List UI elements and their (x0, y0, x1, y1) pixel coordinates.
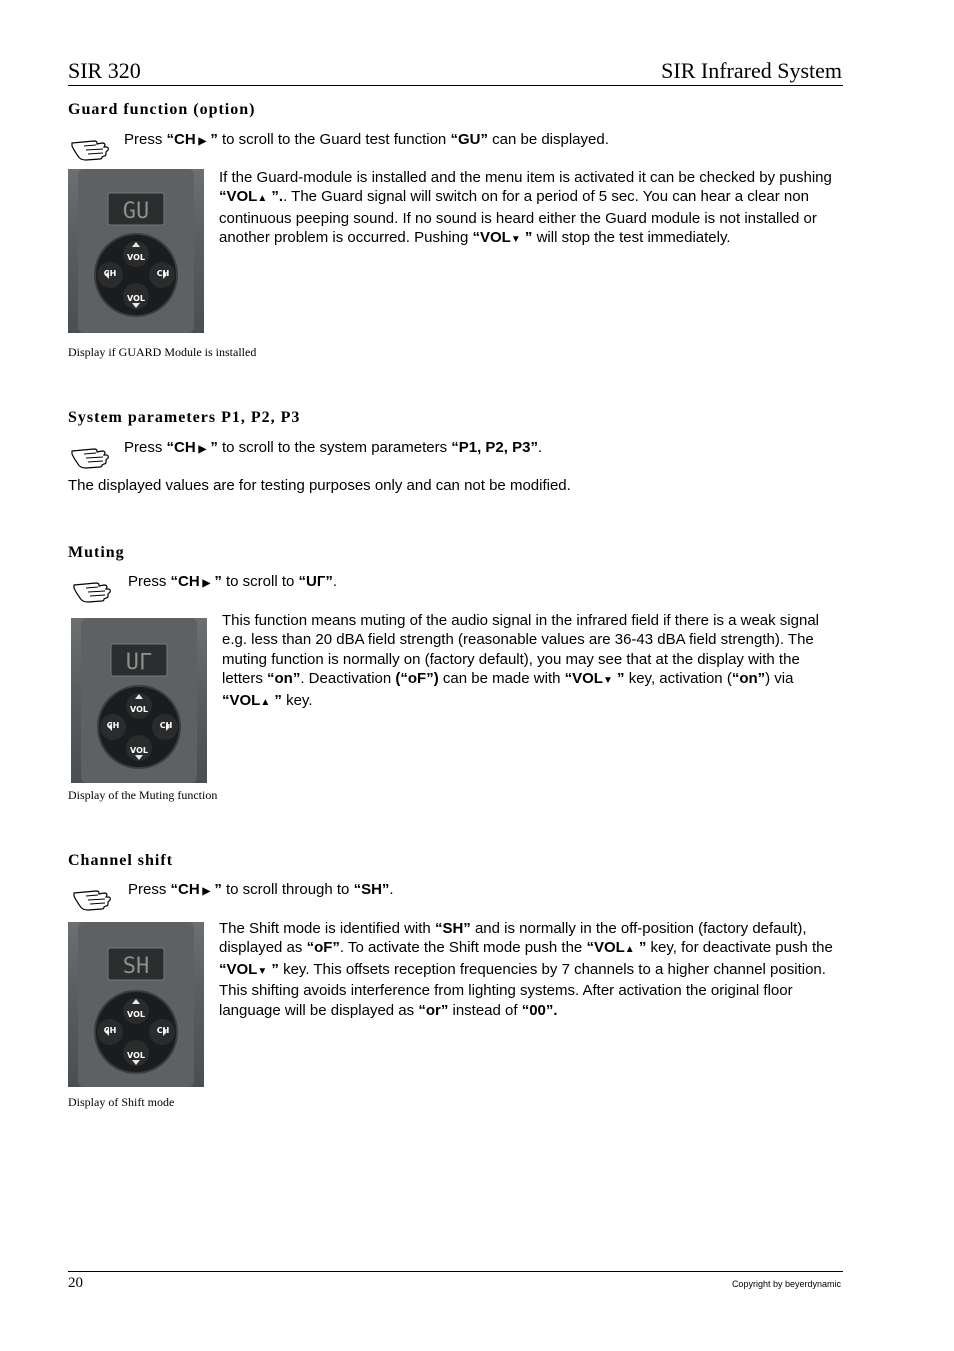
svg-text:CH: CH (103, 269, 117, 278)
svg-text:CH: CH (103, 1026, 117, 1035)
svg-text:VOL: VOL (127, 294, 145, 303)
pointing-hand-icon (70, 442, 110, 472)
shift-display-text: SH (122, 954, 150, 979)
shift-paragraph: The Shift mode is identified with “SH” and is normally in the off-position (factory default), displayed as “oF”. To activate the Shift mode push the “VOL▲ ” key, for deactivate push the “VOL▼ ” key. This offsets reception frequencies by 7 channels to a higher channel position. This shifting avoids interference from lighting systems. After activation the original floor language will be displayed as “or” instead of “00”. (219, 920, 833, 1019)
svg-text:VOL: VOL (127, 1010, 145, 1019)
guard-caption: Display if GUARD Module is installed (68, 345, 257, 359)
shift-caption: Display of Shift mode (68, 1095, 175, 1109)
guard-display-text: GU (122, 199, 150, 224)
footer-rule (68, 1271, 843, 1272)
svg-text:CH: CH (106, 721, 120, 730)
shift-device-photo (68, 922, 204, 1087)
svg-text:VOL: VOL (130, 705, 148, 714)
pointing-hand-icon (70, 134, 110, 164)
svg-text:VOL: VOL (127, 253, 145, 262)
svg-text:VOL: VOL (127, 1051, 145, 1060)
muting-caption: Display of the Muting function (68, 788, 218, 802)
muting-device-photo (71, 618, 207, 783)
pointing-hand-icon (72, 884, 112, 914)
guard-press-line: Press “CH ▶ ” to scroll to the Guard test function “GU” can be displayed. (124, 131, 609, 148)
heading-system: System parameters P1, P2, P3 (68, 409, 301, 426)
heading-shift: Channel shift (68, 852, 174, 869)
page-number: 20 (68, 1275, 83, 1291)
header-rule (68, 85, 843, 86)
copyright: Copyright by beyerdynamic (731, 1279, 841, 1289)
shift-press-line: Press “CH ▶ ” to scroll through to “SH”. (128, 881, 394, 898)
muting-press-line: Press “CH ▶ ” to scroll to “UГ”. (128, 573, 338, 590)
header-left: SIR 320 (68, 58, 141, 83)
svg-text:CH: CH (156, 269, 170, 278)
header-right: SIR Infrared System (661, 58, 842, 83)
svg-text:VOL: VOL (130, 746, 148, 755)
system-press-line: Press “CH ▶ ” to scroll to the system parameters “P1, P2, P3”. (124, 439, 543, 456)
svg-text:CH: CH (156, 1026, 170, 1035)
muting-display-text: UΓ (125, 650, 153, 675)
guard-device-photo (68, 169, 204, 333)
pointing-hand-icon (72, 576, 112, 606)
muting-paragraph: This function means muting of the audio signal in the infrared field if there is a weak signal e.g. less than 20 dBA field strength (reasonable values are 36-43 dBA field strength). The muting function is normally on (factory default), you may see that at the display with the letters “on”. Deactivation (“oF”) can be made with “VOL▼ ” key, activation (“on”) via “VOL▲ ” key. (222, 612, 819, 709)
heading-guard: Guard function (option) (68, 101, 256, 118)
heading-muting: Muting (68, 544, 125, 561)
guard-paragraph: If the Guard-module is installed and the menu item is activated it can be checked by pushing “VOL▲ ”.. The Guard signal will switch on for a period of 5 sec. You can hear a clear non continuous peeping sound. If no sound is heard either the Guard module is not installed or another problem is occurred. Pushing “VOL▼ ” will stop the test immediately. (219, 169, 832, 247)
svg-text:CH: CH (159, 721, 173, 730)
system-note: The displayed values are for testing purposes only and can not be modified. (68, 477, 571, 494)
